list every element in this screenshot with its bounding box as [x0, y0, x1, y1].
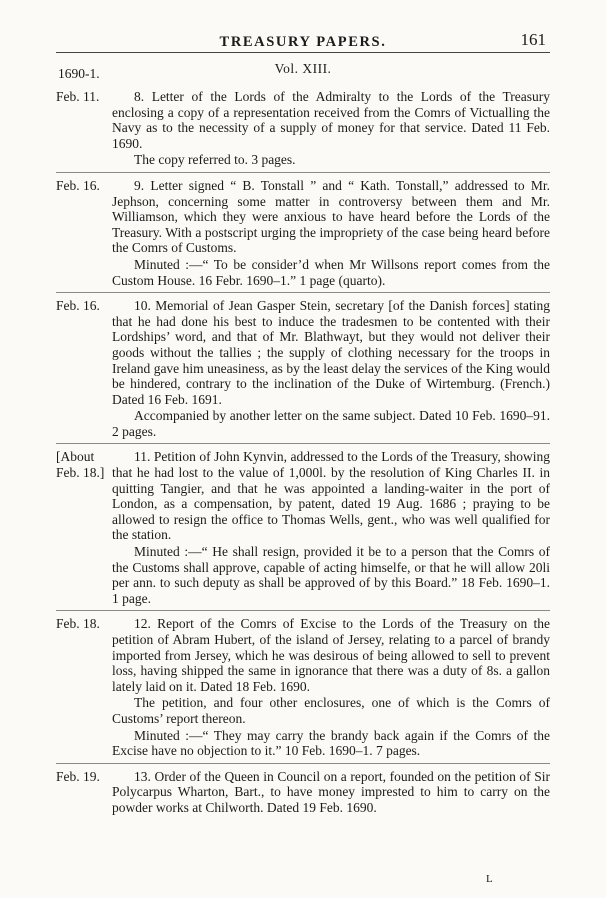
entry-paragraph: 12. Report of the Comrs of Excise to the Lords of the Treasury on the petition of Abram Hubert, of the island of Jersey, relating to a parcel of brandy imported from Jersey, which he was desirous of being allowed to sell to prevent loss, having shipped the same in ignorance that there was a duty of 8s. a gallon lately laid on it. Dated 18 Feb. 1690. [112, 616, 550, 694]
entry-date: Feb. 16. [56, 298, 100, 314]
entry-8 [56, 89, 550, 168]
entry-paragraph: Minuted :—“ To be consider’d when Mr Willsons report comes from the Custom House. 16 Febr. 1690–1.” 1 page (quarto). [112, 256, 550, 288]
entry-body [112, 449, 550, 606]
entry-paragraph: 9. Letter signed “ B. Tonstall ” and “ Kath. Tonstall,” addressed to Mr. Jephson, concerning some matter in controversy between them and Mr. Williamson, which they were anxious to have heard before the Lords of the Treasury. With a postscript urging the impropriety of the case being heard before the Comrs of Customs. [112, 177, 550, 256]
entry-paragraph: 10. Memorial of Jean Gasper Stein, secretary [of the Danish forces] stating that he had done his best to induce the tradesmen to be contented with their Lordships’ word, and that of Mr. Blathwayt, but they would not deliver their goods without the tallies ; the supply of clothing necessary for the troops in Ireland gave him uneasiness, as by the least delay the services of the King would be hindered, contrary to the inclination of the Duke of Wirtemburg. (French.) Dated 16 Feb. 1691. [112, 298, 550, 407]
volume-label: Vol. XIII. [274, 61, 332, 76]
entry-paragraph: Minuted :—“ They may carry the brandy back again if the Comrs of the Excise have no objection to it.” 10 Feb. 1690–1. 7 pages. [112, 727, 550, 759]
entry-paragraph: 8. Letter of the Lords of the Admiralty to the Lords of the Treasury enclosing a copy of a representation received from the Comrs of Victualling the Navy as to the necessity of a supply of money for that service. Dated 11 Feb. 1690. [112, 89, 550, 151]
volume-row [56, 56, 550, 84]
entry-divider [56, 443, 550, 444]
entry-divider [56, 763, 550, 764]
entry-divider [56, 292, 550, 293]
entry-body [112, 178, 550, 288]
volume-year: 1690-1. [58, 66, 100, 81]
page-number: 161 [520, 30, 546, 49]
page-header [0, 26, 606, 48]
entry-paragraph: The copy referred to. 3 pages. [134, 152, 296, 168]
entry-divider [56, 610, 550, 611]
page-content [56, 56, 550, 816]
entry-body [112, 298, 550, 439]
entry-paragraph: 11. Petition of John Kynvin, addressed to the Lords of the Treasury, showing that he had lost to the value of 1,000l. by the resolution of King Charles II. in quitting Tangier, and that he was appointed a landing-waiter in the port of London, as a compensation, by patent, dated 19 Aug. 1686 ; praying to be allowed to resign the office to Thomas Wells, gent., who was well qualified for the station. [112, 449, 550, 543]
entry-date: [About Feb. 18.] [56, 449, 105, 481]
signature-mark: L [486, 873, 493, 885]
header-rule [56, 52, 550, 53]
entry-13 [56, 769, 550, 816]
entry-paragraph: Minuted :—“ He shall resign, provided it be to a person that the Comrs of the Customs shall approve, capable of acting himselfe, or that he will allow 20li per ann. to such deputy as shall be approved of by this Board.” 18 Feb. 1690–1. 1 page. [112, 544, 550, 606]
entry-date: Feb. 18. [56, 616, 100, 632]
entry-12 [56, 616, 550, 758]
running-title: TREASURY PAPERS. [219, 34, 387, 50]
entry-paragraph: 13. Order of the Queen in Council on a report, founded on the petition of Sir Polycarpus Wharton, Bart., to have money imprested to him to carry on the powder works at Chilworth. Dated 19 Feb. 1690. [112, 768, 550, 815]
entry-body [112, 616, 550, 758]
entry-body [112, 89, 550, 168]
entry-body [112, 769, 550, 816]
entry-date: Feb. 16. [56, 177, 100, 193]
entry-paragraph: The petition, and four other enclosures, one of which is the Comrs of Customs’ report thereon. [112, 695, 550, 726]
entry-9 [56, 178, 550, 288]
entry-paragraph: Accompanied by another letter on the same subject. Dated 10 Feb. 1690–91. 2 pages. [112, 408, 550, 439]
entry-date: Feb. 11. [56, 89, 100, 104]
entry-divider [56, 172, 550, 173]
entry-date: Feb. 19. [56, 768, 100, 784]
entry-11 [56, 449, 550, 606]
entry-10 [56, 298, 550, 439]
